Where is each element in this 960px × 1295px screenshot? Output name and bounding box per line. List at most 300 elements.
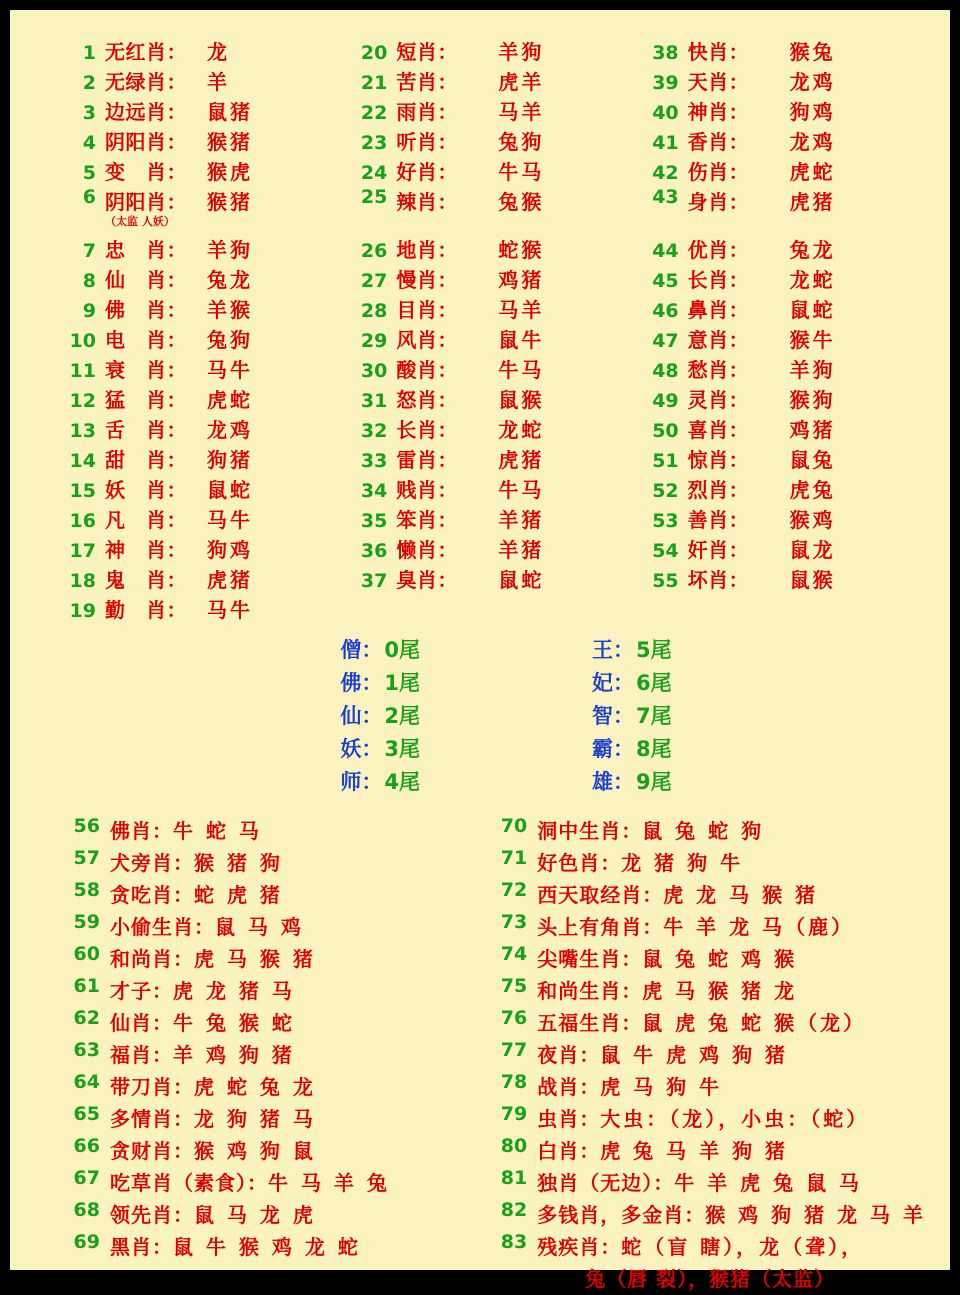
item-label: 佛 肖： <box>105 298 187 322</box>
list-item <box>353 264 634 294</box>
item-values: 鼠蛇 <box>789 298 836 322</box>
list-item <box>353 354 634 384</box>
list-item <box>489 1039 926 1071</box>
item-label: 独肖（无边）： <box>537 1171 675 1195</box>
item-values: 猴鸡 <box>789 508 836 532</box>
item-label: 洞中生肖： <box>537 819 643 843</box>
item-values: 羊 鸡 狗 猪 <box>173 1043 295 1067</box>
item-label: 快肖： <box>687 40 750 64</box>
list-item <box>353 384 634 414</box>
list-item <box>489 1071 926 1103</box>
list-item <box>489 815 926 847</box>
item-number: 7 <box>82 240 96 262</box>
top-columns <box>34 36 926 624</box>
item-label: 酸肖： <box>396 358 458 382</box>
item-label: 愁肖： <box>687 358 750 382</box>
item-label-group <box>105 186 201 229</box>
item-label: 妖 肖： <box>105 478 187 502</box>
item-label: 夜肖： <box>537 1043 601 1067</box>
item-label: 鼻肖： <box>687 298 750 322</box>
item-values: 龙鸡 <box>207 418 253 442</box>
list-item <box>62 911 477 943</box>
item-label: 虫肖： <box>537 1107 601 1131</box>
item-values: 虎 蛇 兔 龙 <box>194 1075 316 1099</box>
item-values: 猴兔 <box>789 40 836 64</box>
list-item <box>645 96 926 126</box>
item-number: 24 <box>360 162 388 184</box>
item-label: 长肖： <box>687 268 750 292</box>
list-item <box>353 474 634 504</box>
item-label: 奸肖： <box>687 538 750 562</box>
tail-item <box>318 634 420 667</box>
item-values: 羊猪 <box>498 538 545 562</box>
item-number: 9 <box>82 300 96 322</box>
item-number: 43 <box>652 186 679 208</box>
list-item <box>489 1199 926 1231</box>
item-number: 77 <box>500 1039 528 1061</box>
item-values: 马牛 <box>207 508 253 532</box>
item-number: 65 <box>73 1103 100 1125</box>
tail-name: 智： <box>592 704 634 728</box>
item-label: 凡 肖： <box>105 508 187 532</box>
item-number: 52 <box>652 480 679 502</box>
item-label: 小偷生肖： <box>110 915 215 939</box>
item-number: 6 <box>82 186 96 208</box>
list-item <box>353 564 634 594</box>
tail-item <box>318 667 420 700</box>
item-label: 惊肖： <box>687 448 750 472</box>
item-number: 56 <box>73 815 100 837</box>
item-label: 优肖： <box>687 238 750 262</box>
tail-item <box>570 700 672 733</box>
list-item <box>645 444 926 474</box>
item-number: 55 <box>652 570 679 592</box>
item-number: 42 <box>652 162 679 184</box>
list-item <box>645 504 926 534</box>
item-values: 狗鸡 <box>789 100 836 124</box>
list-item <box>353 186 634 234</box>
item-text <box>537 1135 788 1164</box>
item-label: 意肖： <box>687 328 750 352</box>
tail-name: 雄： <box>592 770 634 794</box>
item-sublabel: （太监 人妖） <box>105 215 175 228</box>
item-number: 34 <box>360 480 388 502</box>
item-number: 32 <box>360 420 388 442</box>
item-text <box>110 1167 390 1196</box>
item-values: 羊狗 <box>498 40 545 64</box>
item-text <box>537 1103 869 1132</box>
item-values: 虎 马 猴 猪 龙 <box>642 979 798 1003</box>
item-number: 50 <box>652 420 679 442</box>
list-item <box>489 911 926 943</box>
item-label: 苦肖： <box>396 70 458 94</box>
tail-value: 2尾 <box>384 704 420 728</box>
item-number: 45 <box>652 270 679 292</box>
item-values: 鼠牛 <box>498 328 545 352</box>
item-label: 吃草肖（素食）： <box>110 1171 268 1195</box>
item-number: 14 <box>69 450 96 472</box>
item-number: 20 <box>360 42 388 64</box>
column-2 <box>343 36 634 594</box>
item-number: 47 <box>652 330 679 352</box>
tail-name: 仙： <box>340 704 383 728</box>
item-text <box>537 911 854 940</box>
item-values: 蛇猴 <box>498 238 545 262</box>
list-item <box>62 879 477 911</box>
item-text <box>537 1007 866 1036</box>
item-text <box>537 943 797 972</box>
list-item <box>489 943 926 975</box>
item-label: 香肖： <box>687 130 750 154</box>
tail-value: 8尾 <box>636 737 672 761</box>
item-values: 虎猪 <box>789 190 836 214</box>
item-label: 神 肖： <box>105 538 187 562</box>
item-label: 电 肖： <box>105 328 187 352</box>
item-values: 牛 马 羊 兔 <box>268 1171 390 1195</box>
item-number: 3 <box>82 102 96 124</box>
item-values: 猴 鸡 狗 鼠 <box>194 1139 316 1163</box>
item-values: 猴猪 <box>207 130 253 154</box>
item-number: 49 <box>652 390 679 412</box>
list-item <box>62 1039 477 1071</box>
item-label: 变 肖： <box>105 160 187 184</box>
tail-name: 师： <box>340 770 383 794</box>
item-values: 牛 羊 虎 兔 鼠 马 <box>674 1171 863 1195</box>
item-label: 坏肖： <box>687 568 750 592</box>
item-number: 54 <box>652 540 679 562</box>
list-item <box>62 444 343 474</box>
item-number: 38 <box>652 42 679 64</box>
item-text <box>110 943 316 972</box>
list-item <box>353 96 634 126</box>
item-number: 40 <box>652 102 679 124</box>
tail-value: 7尾 <box>636 704 672 728</box>
list-item <box>62 186 343 234</box>
item-number: 59 <box>73 911 100 933</box>
item-number: 81 <box>500 1167 528 1189</box>
list-item <box>353 414 634 444</box>
item-label: 阴阳肖： <box>105 130 187 154</box>
item-label: 猛 肖： <box>105 388 187 412</box>
item-values: 马牛 <box>207 358 253 382</box>
item-label: 伤肖： <box>687 160 750 184</box>
item-text <box>110 1231 361 1260</box>
list-item <box>353 444 634 474</box>
item-text <box>537 1071 722 1100</box>
item-label: 辣肖： <box>396 190 458 214</box>
list-item <box>62 36 343 66</box>
item-number: 44 <box>652 240 679 262</box>
list-item <box>62 234 343 264</box>
list-item <box>62 1199 477 1231</box>
item-text <box>110 1007 295 1036</box>
item-values: 牛马 <box>498 478 545 502</box>
item-text <box>110 879 283 908</box>
item-label: 福肖： <box>110 1043 173 1067</box>
item-label: 五福生肖： <box>537 1011 643 1035</box>
item-text <box>110 847 283 876</box>
item-values: 猴狗 <box>789 388 836 412</box>
item-number: 73 <box>500 911 528 933</box>
item-number: 82 <box>500 1199 528 1221</box>
item-number: 28 <box>360 300 388 322</box>
item-label: 勤 肖： <box>105 598 187 622</box>
list-item <box>645 36 926 66</box>
item-label: 神肖： <box>687 100 750 124</box>
list-item <box>645 186 926 234</box>
item-label: 臭肖： <box>396 568 458 592</box>
item-number: 62 <box>73 1007 100 1029</box>
item-values: 羊狗 <box>789 358 836 382</box>
item-label: 阴阳肖： <box>105 190 187 214</box>
item-label: 风肖： <box>396 328 458 352</box>
item-label: 西天取经肖： <box>537 883 664 907</box>
item-values: 鸡猪 <box>498 268 545 292</box>
list-item <box>489 879 926 911</box>
item-number: 66 <box>73 1135 100 1157</box>
tail-item <box>318 700 420 733</box>
item-number: 63 <box>73 1039 100 1061</box>
item-number: 51 <box>652 450 679 472</box>
item-number: 17 <box>69 540 96 562</box>
item-number: 64 <box>73 1071 100 1093</box>
item-number: 80 <box>500 1135 528 1157</box>
item-label: 甜 肖： <box>105 448 187 472</box>
item-number: 31 <box>360 390 388 412</box>
list-item <box>62 1007 477 1039</box>
item-label: 短肖： <box>396 40 458 64</box>
item-label: 仙 肖： <box>105 268 187 292</box>
column-1 <box>34 36 343 624</box>
item-values: 虎蛇 <box>207 388 253 412</box>
list-item <box>645 414 926 444</box>
item-values: 牛 羊 龙 马（鹿） <box>663 915 855 939</box>
item-label: 懒肖： <box>396 538 458 562</box>
item-label: 领先肖： <box>110 1203 194 1227</box>
item-number: 22 <box>360 102 388 124</box>
item-label: 好色肖： <box>537 851 622 875</box>
item-number: 5 <box>82 162 96 184</box>
item-label: 无红肖： <box>105 40 187 64</box>
list-item <box>62 975 477 1007</box>
item-number: 83 <box>500 1231 528 1253</box>
item-label: 仙肖： <box>110 1011 173 1035</box>
item-values: 虎 马 猴 猪 <box>194 947 316 971</box>
item-label: 才子： <box>110 979 173 1003</box>
item-values: 龙鸡 <box>789 70 836 94</box>
item-values: 虎猪 <box>498 448 545 472</box>
item-text <box>537 879 818 908</box>
item-number: 21 <box>360 72 388 94</box>
item-values: 鼠 兔 蛇 鸡 猴 <box>642 947 798 971</box>
item-values-continued: 兔（唇 裂），猴猪（太监） <box>585 1267 836 1291</box>
item-values: 马牛 <box>207 598 253 622</box>
item-number: 79 <box>500 1103 528 1125</box>
item-values: 兔龙 <box>789 238 836 262</box>
item-number: 37 <box>360 570 388 592</box>
item-number: 74 <box>500 943 528 965</box>
item-values: 虎羊 <box>498 70 545 94</box>
item-label: 灵肖： <box>687 388 750 412</box>
tail-item <box>318 766 420 799</box>
item-label: 喜肖： <box>687 418 750 442</box>
item-number: 53 <box>652 510 679 532</box>
item-values: 蛇 虎 猪 <box>194 883 283 907</box>
list-item <box>62 354 343 384</box>
list-item <box>645 126 926 156</box>
item-values: 虎猪 <box>207 568 253 592</box>
item-label: 善肖： <box>687 508 750 532</box>
item-label: 贪财肖： <box>110 1139 194 1163</box>
item-values: 鼠 牛 虎 鸡 狗 猪 <box>600 1043 789 1067</box>
item-number: 41 <box>652 132 679 154</box>
item-number: 72 <box>500 879 528 901</box>
list-item <box>62 96 343 126</box>
tail-name: 王： <box>592 638 634 662</box>
item-text <box>537 975 797 1004</box>
list-item <box>353 156 634 186</box>
item-number: 10 <box>69 330 96 352</box>
item-values: 鼠 马 鸡 <box>215 915 304 939</box>
tail-name: 妃： <box>592 671 634 695</box>
item-values: 牛马 <box>498 160 545 184</box>
list-item <box>645 264 926 294</box>
bottom-left-column <box>34 815 477 1295</box>
item-text <box>110 975 295 1004</box>
list-item-continuation <box>489 1263 926 1295</box>
tail-name: 佛： <box>340 671 383 695</box>
item-number: 16 <box>69 510 96 532</box>
list-item <box>62 324 343 354</box>
item-label: 忠 肖： <box>105 238 187 262</box>
list-item <box>62 1071 477 1103</box>
tail-value: 1尾 <box>384 671 420 695</box>
item-values: 狗鸡 <box>207 538 253 562</box>
item-number: 8 <box>82 270 96 292</box>
item-number: 75 <box>500 975 528 997</box>
item-text <box>537 815 764 844</box>
list-item <box>62 126 343 156</box>
list-item <box>489 847 926 879</box>
list-item <box>489 1007 926 1039</box>
item-values: 羊猪 <box>498 508 545 532</box>
item-number: 35 <box>360 510 388 532</box>
item-values: 羊 <box>207 70 230 94</box>
tail-name: 妖： <box>340 737 383 761</box>
item-values: 鼠 马 龙 虎 <box>194 1203 316 1227</box>
tail-value: 5尾 <box>636 638 672 662</box>
list-item <box>353 234 634 264</box>
item-label: 身肖： <box>687 190 750 214</box>
item-number: 76 <box>500 1007 528 1029</box>
list-item <box>353 534 634 564</box>
item-values: 鼠龙 <box>789 538 836 562</box>
tail-item <box>570 766 672 799</box>
item-number: 2 <box>82 72 96 94</box>
list-item <box>645 534 926 564</box>
item-values: 鼠蛇 <box>498 568 545 592</box>
tail-item <box>570 667 672 700</box>
item-label: 黑肖： <box>110 1235 173 1259</box>
item-number: 19 <box>69 600 96 622</box>
list-item <box>353 36 634 66</box>
list-item <box>62 414 343 444</box>
tail-item <box>570 733 672 766</box>
tails-left-column <box>318 634 420 799</box>
list-item <box>489 1135 926 1167</box>
item-label: 笨肖： <box>396 508 458 532</box>
item-label: 目肖： <box>396 298 458 322</box>
item-values: 猴 猪 狗 <box>194 851 283 875</box>
list-item <box>645 354 926 384</box>
list-item <box>645 324 926 354</box>
item-text <box>537 1167 862 1196</box>
tail-value: 4尾 <box>384 770 420 794</box>
list-item <box>645 294 926 324</box>
item-values: 龙 猪 狗 牛 <box>621 851 744 875</box>
item-text <box>537 1039 788 1068</box>
tail-item <box>570 634 672 667</box>
item-number: 71 <box>500 847 528 869</box>
item-values: 龙 狗 猪 马 <box>194 1107 316 1131</box>
tail-value: 9尾 <box>636 770 672 794</box>
item-values: 猴虎 <box>207 160 253 184</box>
list-item <box>645 474 926 504</box>
item-number: 11 <box>69 360 96 382</box>
item-label: 贪吃肖： <box>110 883 194 907</box>
item-label: 鬼 肖： <box>105 568 187 592</box>
item-values: 鼠猴 <box>789 568 836 592</box>
item-values: 兔狗 <box>207 328 253 352</box>
item-text <box>537 847 743 876</box>
item-text <box>537 1199 926 1228</box>
item-label: 慢肖： <box>396 268 458 292</box>
list-item <box>489 975 926 1007</box>
item-values: 猴牛 <box>789 328 836 352</box>
list-item <box>62 534 343 564</box>
list-item <box>62 1103 477 1135</box>
item-values: 猴猪 <box>207 190 253 214</box>
item-number: 68 <box>73 1199 100 1221</box>
item-number: 27 <box>360 270 388 292</box>
item-values: 鼠猪 <box>207 100 253 124</box>
list-item <box>645 156 926 186</box>
item-values: 牛 蛇 马 <box>173 819 262 843</box>
list-item <box>62 294 343 324</box>
item-text <box>110 1135 316 1164</box>
item-number: 13 <box>69 420 96 442</box>
item-values: 虎蛇 <box>789 160 836 184</box>
item-label: 雨肖： <box>396 100 458 124</box>
list-item <box>645 234 926 264</box>
item-values: 猴 鸡 狗 猪 龙 马 羊 <box>705 1203 926 1227</box>
item-label: 怒肖： <box>396 388 458 412</box>
item-text <box>110 815 262 844</box>
item-label: 残疾肖： <box>537 1235 622 1259</box>
tail-value: 0尾 <box>384 638 420 662</box>
item-number: 69 <box>73 1231 100 1253</box>
item-label: 多钱肖，多金肖： <box>537 1203 706 1227</box>
item-label: 头上有角肖： <box>537 915 664 939</box>
list-item <box>645 66 926 96</box>
item-values: 龙蛇 <box>789 268 836 292</box>
item-label: 多情肖： <box>110 1107 194 1131</box>
item-values: 蛇（盲 瞎），龙（聋）， <box>621 1235 865 1259</box>
item-values: 鼠 兔 蛇 狗 <box>642 819 765 843</box>
item-label: 犬旁肖： <box>110 851 194 875</box>
item-number: 67 <box>73 1167 100 1189</box>
item-number: 26 <box>360 240 388 262</box>
